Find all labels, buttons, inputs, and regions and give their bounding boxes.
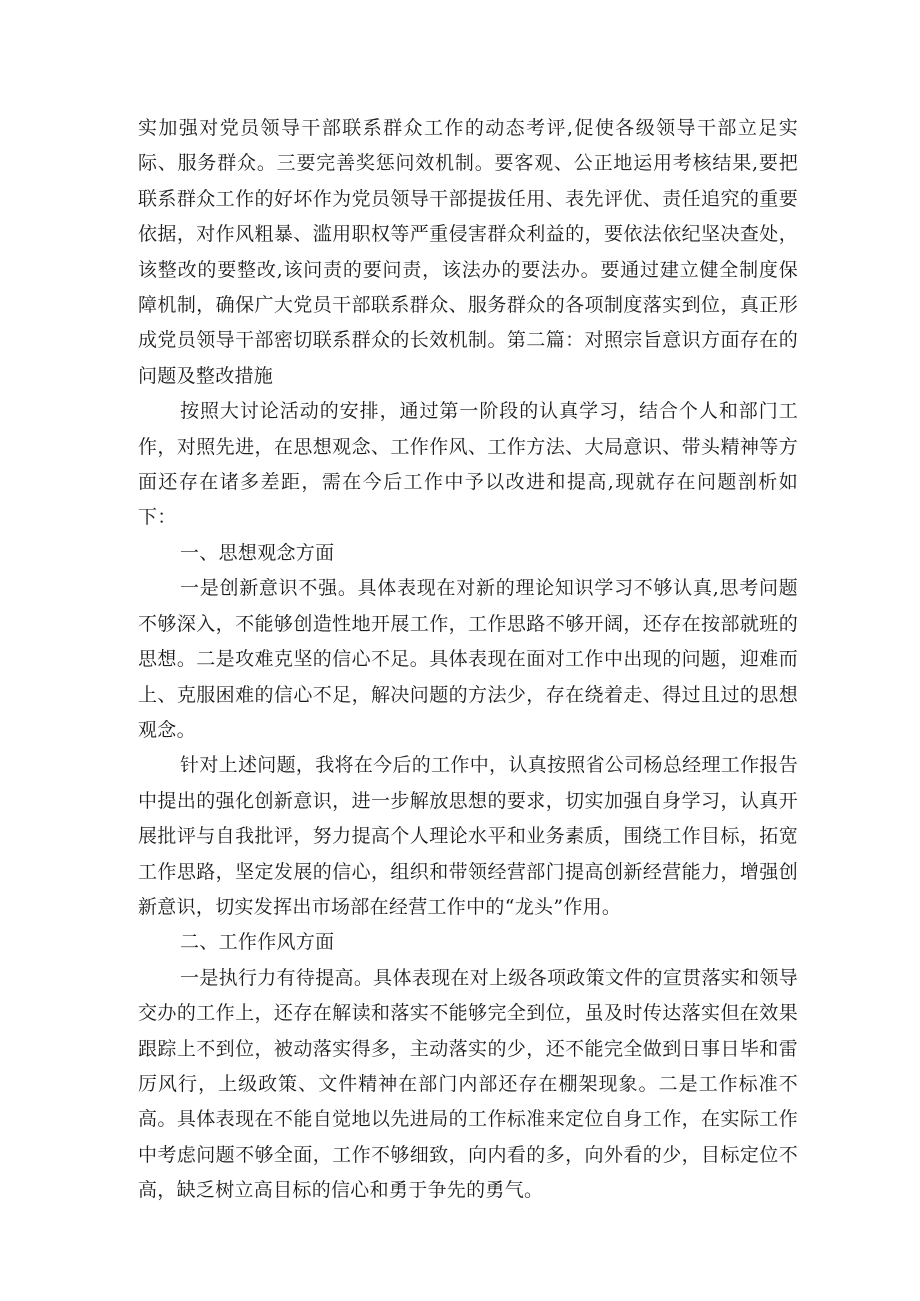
section-heading-work-style: 二、工作作风方面: [180, 931, 335, 954]
section-heading-thinking: 一、思想观念方面: [180, 541, 335, 564]
paragraph-continuation: 实加强对党员领导干部联系群众工作的动态考评,促使各级领导干部立足实际、服务群众。三要完善奖惩问效机制。要客观、公正地运用考核结果,要把联系群众工作的好坏作为党员领导干部提拔任用、表先评优、责任追究的重要依据，对作风粗暴、滥用职权等严重侵害群众利益的，要依法依纪坚决查处，该整改的要整改,该问责的要问责，该法办的要法办。要通过建立健全制度保障机制，确保广大党员干部联系群众、服务群众的各项制度落实到位，真正形成党员领导干部密切联系群众的长效机制。第二篇：对照宗旨意识方面存在的问题及整改措施: [138, 117, 798, 387]
paragraph-work-style-issues: 一是执行力有待提高。具体表现在对上级各项政策文件的宣贯落实和领导交办的工作上，还存在解读和落实不能够完全到位，虽及时传达落实但在效果跟踪上不到位，被动落实得多，主动落实的少，还不能完全做到日事日毕和雷厉风行，上级政策、文件精神在部门内部还存在棚架现象。二是工作标准不高。具体表现在不能自觉地以先进局的工作标准来定位自身工作，在实际工作中考虑问题不够全面，工作不够细致，向内看的多，向外看的少，目标定位不高，缺乏树立高目标的信心和勇于争先的勇气。: [138, 966, 798, 1202]
paragraph-thinking-measures: 针对上述问题，我将在今后的工作中，认真按照省公司杨总经理工作报告中提出的强化创新意识，进一步解放思想的要求，切实加强自身学习，认真开展批评与自我批评，努力提高个人理论水平和业务素质，围绕工作目标，拓宽工作思路，坚定发展的信心，组织和带领经营部门提高创新经营能力，增强创新意识，切实发挥出市场部在经营工作中的“龙头”作用。: [138, 754, 798, 918]
paragraph-intro: 按照大讨论活动的安排，通过第一阶段的认真学习，结合个人和部门工作，对照先进，在思想观念、工作作风、工作方法、大局意识、带头精神等方面还存在诸多差距，需在今后工作中予以改进和提高,现就存在问题剖析如下：: [138, 400, 798, 529]
document-body: [138, 111, 798, 1209]
paragraph-thinking-issues: 一是创新意识不强。具体表现在对新的理论知识学习不够认真,思考问题不够深入，不能够创造性地开展工作，工作思路不够开阔，还存在按部就班的思想。二是攻难克坚的信心不足。具体表现在面对工作中出现的问题，迎难而上、克服困难的信心不足，解决问题的方法少，存在绕着走、得过且过的思想观念。: [138, 577, 798, 741]
